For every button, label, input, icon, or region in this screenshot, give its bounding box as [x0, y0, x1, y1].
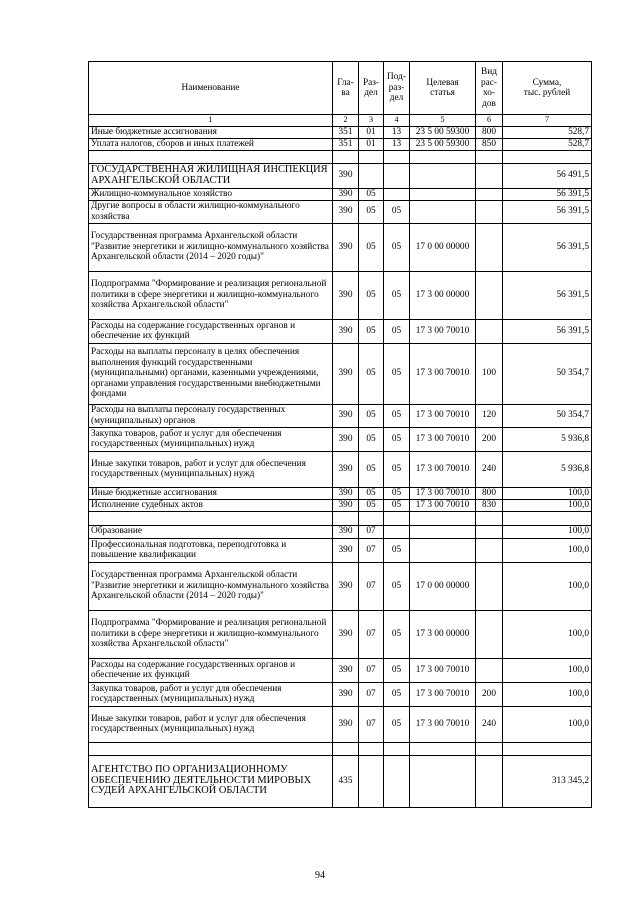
cell-target-article: 17 3 00 00000 [410, 610, 476, 658]
cell-chapter [333, 150, 359, 163]
column-number: 5 [410, 115, 476, 127]
column-number: 7 [503, 115, 592, 127]
cell-chapter: 390 [333, 538, 359, 562]
cell-section [359, 742, 384, 755]
cell-expense-type: 800 [476, 126, 503, 138]
cell-subsection [384, 150, 410, 163]
cell-name: Иные закупки товаров, работ и услуг для обеспечения государственных (муниципальных) нужд [89, 706, 333, 742]
cell-subsection: 05 [384, 706, 410, 742]
cell-chapter: 390 [333, 188, 359, 200]
header-subsection: Под- раз- дел [384, 62, 410, 115]
cell-name: Подпрограмма "Формирование и реализация региональной политики в сфере энергетики и жилищно-коммунального хозяйства Архангельской области" [89, 610, 333, 658]
agency-row [89, 163, 592, 188]
column-number: 2 [333, 115, 359, 127]
table-row [89, 682, 592, 706]
cell-expense-type: 200 [476, 682, 503, 706]
cell-amount: 528,7 [503, 126, 592, 138]
cell-section: 05 [359, 451, 384, 487]
cell-amount: 313 345,2 [503, 755, 592, 807]
cell-expense-type [476, 150, 503, 163]
cell-section: 05 [359, 319, 384, 343]
cell-expense-type [476, 188, 503, 200]
table-row [89, 343, 592, 404]
cell-amount [503, 150, 592, 163]
cell-amount: 56 391,5 [503, 188, 592, 200]
cell-expense-type: 100 [476, 343, 503, 404]
cell-chapter [333, 742, 359, 755]
cell-section: 05 [359, 499, 384, 511]
cell-target-article: 17 0 00 00000 [410, 223, 476, 271]
cell-subsection: 05 [384, 200, 410, 223]
column-number: 3 [359, 115, 384, 127]
cell-section: 05 [359, 271, 384, 319]
table-row [89, 562, 592, 610]
budget-table [88, 61, 592, 808]
table-row [89, 706, 592, 742]
cell-amount: 528,7 [503, 138, 592, 150]
table-row [89, 319, 592, 343]
cell-target-article [410, 525, 476, 538]
cell-target-article: 17 3 00 70010 [410, 682, 476, 706]
cell-expense-type [476, 200, 503, 223]
cell-subsection [384, 742, 410, 755]
cell-expense-type [476, 271, 503, 319]
cell-section: 01 [359, 138, 384, 150]
cell-subsection: 05 [384, 319, 410, 343]
cell-target-article: 17 3 00 70010 [410, 404, 476, 427]
cell-subsection: 05 [384, 499, 410, 511]
cell-name: Расходы на выплаты персоналу в целях обеспечения выполнения функций государственными (муниципальными) органами, казенными учреждениями, органами управления государственными внебюджетными фондами [89, 343, 333, 404]
cell-subsection [384, 511, 410, 525]
cell-subsection: 05 [384, 487, 410, 499]
cell-chapter [333, 511, 359, 525]
spacer-row [89, 511, 592, 525]
column-number: 6 [476, 115, 503, 127]
cell-name: ГОСУДАРСТВЕННАЯ ЖИЛИЩНАЯ ИНСПЕКЦИЯ АРХАНГЕЛЬСКОЙ ОБЛАСТИ [89, 163, 333, 188]
cell-subsection: 05 [384, 451, 410, 487]
cell-subsection: 05 [384, 538, 410, 562]
cell-section: 05 [359, 404, 384, 427]
cell-amount: 100,0 [503, 538, 592, 562]
cell-chapter: 351 [333, 138, 359, 150]
cell-chapter: 351 [333, 126, 359, 138]
cell-chapter: 390 [333, 658, 359, 682]
table-body [89, 126, 592, 807]
cell-chapter: 435 [333, 755, 359, 807]
table-row [89, 200, 592, 223]
cell-subsection: 05 [384, 343, 410, 404]
agency-row [89, 755, 592, 807]
cell-target-article [410, 511, 476, 525]
table-row [89, 451, 592, 487]
cell-amount: 100,0 [503, 706, 592, 742]
cell-subsection: 05 [384, 610, 410, 658]
table-row [89, 499, 592, 511]
cell-chapter: 390 [333, 427, 359, 451]
cell-amount: 5 936,8 [503, 427, 592, 451]
page-number: 94 [315, 870, 325, 881]
cell-expense-type [476, 163, 503, 188]
cell-name: Государственная программа Архангельской области "Развитие энергетики и жилищно-коммунального хозяйства Архангельской области (2014 – 2020 годы)" [89, 223, 333, 271]
cell-name: Закупка товаров, работ и услуг для обеспечения государственных (муниципальных) нужд [89, 682, 333, 706]
cell-section: 01 [359, 126, 384, 138]
table-row [89, 427, 592, 451]
cell-target-article: 17 3 00 70010 [410, 499, 476, 511]
cell-expense-type: 830 [476, 499, 503, 511]
cell-section: 05 [359, 487, 384, 499]
cell-target-article [410, 742, 476, 755]
cell-expense-type [476, 610, 503, 658]
table-row [89, 271, 592, 319]
cell-amount: 5 936,8 [503, 451, 592, 487]
cell-section [359, 755, 384, 807]
header-row [89, 62, 592, 115]
cell-subsection: 05 [384, 223, 410, 271]
column-number-row [89, 115, 592, 127]
cell-target-article: 17 3 00 70010 [410, 658, 476, 682]
cell-expense-type [476, 223, 503, 271]
cell-target-article: 17 3 00 70010 [410, 427, 476, 451]
cell-chapter: 390 [333, 404, 359, 427]
table-row [89, 126, 592, 138]
cell-expense-type: 240 [476, 451, 503, 487]
cell-section: 05 [359, 200, 384, 223]
cell-section: 07 [359, 525, 384, 538]
cell-name: АГЕНТСТВО ПО ОРГАНИЗАЦИОННОМУ ОБЕСПЕЧЕНИЮ ДЕЯТЕЛЬНОСТИ МИРОВЫХ СУДЕЙ АРХАНГЕЛЬСКОЙ ОБЛАСТИ [89, 755, 333, 807]
cell-chapter: 390 [333, 223, 359, 271]
cell-chapter: 390 [333, 319, 359, 343]
cell-amount [503, 511, 592, 525]
cell-subsection: 13 [384, 138, 410, 150]
cell-amount: 50 354,7 [503, 404, 592, 427]
cell-target-article: 17 3 00 00000 [410, 271, 476, 319]
cell-expense-type [476, 525, 503, 538]
spacer-row [89, 150, 592, 163]
cell-name: Иные закупки товаров, работ и услуг для обеспечения государственных (муниципальных) нужд [89, 451, 333, 487]
cell-amount [503, 742, 592, 755]
cell-expense-type [476, 511, 503, 525]
cell-target-article: 17 0 00 00000 [410, 562, 476, 610]
cell-expense-type [476, 755, 503, 807]
cell-amount: 100,0 [503, 487, 592, 499]
cell-chapter: 390 [333, 200, 359, 223]
cell-target-article [410, 200, 476, 223]
cell-name: Государственная программа Архангельской области "Развитие энергетики и жилищно-коммунального хозяйства Архангельской области (2014 – 2020 годы)" [89, 562, 333, 610]
cell-name: Жилищно-коммунальное хозяйство [89, 188, 333, 200]
cell-target-article [410, 538, 476, 562]
cell-expense-type [476, 538, 503, 562]
cell-subsection: 05 [384, 562, 410, 610]
cell-name: Иные бюджетные ассигнования [89, 487, 333, 499]
header-chapter: Гла- ва [333, 62, 359, 115]
cell-section: 05 [359, 188, 384, 200]
cell-name: Уплата налогов, сборов и иных платежей [89, 138, 333, 150]
cell-subsection: 13 [384, 126, 410, 138]
cell-chapter: 390 [333, 706, 359, 742]
cell-section [359, 511, 384, 525]
table-row [89, 610, 592, 658]
cell-expense-type: 800 [476, 487, 503, 499]
cell-target-article: 17 3 00 70010 [410, 487, 476, 499]
cell-amount: 50 354,7 [503, 343, 592, 404]
cell-name [89, 150, 333, 163]
cell-chapter: 390 [333, 562, 359, 610]
cell-target-article [410, 755, 476, 807]
table-row [89, 188, 592, 200]
cell-target-article: 17 3 00 70010 [410, 319, 476, 343]
cell-target-article: 17 3 00 70010 [410, 451, 476, 487]
cell-target-article [410, 163, 476, 188]
cell-subsection [384, 163, 410, 188]
table-row [89, 525, 592, 538]
header-name: Наименование [89, 62, 333, 115]
cell-section: 07 [359, 706, 384, 742]
spacer-row [89, 742, 592, 755]
cell-amount: 100,0 [503, 682, 592, 706]
cell-chapter: 390 [333, 499, 359, 511]
cell-name: Расходы на выплаты персоналу государственных (муниципальных) органов [89, 404, 333, 427]
cell-subsection: 05 [384, 682, 410, 706]
cell-subsection [384, 188, 410, 200]
cell-section: 07 [359, 658, 384, 682]
table-row [89, 487, 592, 499]
cell-amount: 100,0 [503, 562, 592, 610]
cell-expense-type [476, 658, 503, 682]
header-section: Раз- дел [359, 62, 384, 115]
cell-subsection [384, 525, 410, 538]
cell-chapter: 390 [333, 487, 359, 499]
cell-section: 07 [359, 682, 384, 706]
cell-name: Расходы на содержание государственных органов и обеспечение их функций [89, 319, 333, 343]
header-target-article: Целевая статья [410, 62, 476, 115]
cell-amount: 100,0 [503, 499, 592, 511]
cell-amount: 56 391,5 [503, 271, 592, 319]
cell-name: Образование [89, 525, 333, 538]
cell-target-article: 23 5 00 59300 [410, 138, 476, 150]
cell-chapter: 390 [333, 343, 359, 404]
cell-chapter: 390 [333, 682, 359, 706]
cell-section: 07 [359, 610, 384, 658]
cell-target-article: 23 5 00 59300 [410, 126, 476, 138]
table-row [89, 138, 592, 150]
cell-name [89, 742, 333, 755]
cell-section: 05 [359, 223, 384, 271]
cell-target-article [410, 188, 476, 200]
cell-subsection: 05 [384, 404, 410, 427]
cell-section [359, 150, 384, 163]
cell-subsection: 05 [384, 658, 410, 682]
table-row [89, 404, 592, 427]
cell-amount: 56 391,5 [503, 223, 592, 271]
cell-chapter: 390 [333, 610, 359, 658]
cell-expense-type [476, 742, 503, 755]
cell-expense-type: 850 [476, 138, 503, 150]
column-number: 4 [384, 115, 410, 127]
cell-expense-type [476, 562, 503, 610]
table-row [89, 658, 592, 682]
cell-name: Подпрограмма "Формирование и реализация региональной политики в сфере энергетики и жилищно-коммунального хозяйства Архангельской области" [89, 271, 333, 319]
cell-amount: 56 391,5 [503, 319, 592, 343]
cell-amount: 100,0 [503, 658, 592, 682]
cell-name: Другие вопросы в области жилищно-коммунального хозяйства [89, 200, 333, 223]
table-row [89, 223, 592, 271]
cell-target-article: 17 3 00 70010 [410, 343, 476, 404]
cell-name: Профессиональная подготовка, переподготовка и повышение квалификации [89, 538, 333, 562]
cell-name [89, 511, 333, 525]
cell-section [359, 163, 384, 188]
cell-chapter: 390 [333, 451, 359, 487]
cell-expense-type: 120 [476, 404, 503, 427]
cell-chapter: 390 [333, 271, 359, 319]
cell-name: Иные бюджетные ассигнования [89, 126, 333, 138]
cell-section: 07 [359, 538, 384, 562]
cell-amount: 56 491,5 [503, 163, 592, 188]
cell-chapter: 390 [333, 163, 359, 188]
cell-subsection: 05 [384, 271, 410, 319]
table-row [89, 538, 592, 562]
cell-name: Исполнение судебных актов [89, 499, 333, 511]
cell-section: 05 [359, 343, 384, 404]
column-number: 1 [89, 115, 333, 127]
cell-target-article: 17 3 00 70010 [410, 706, 476, 742]
cell-chapter: 390 [333, 525, 359, 538]
cell-section: 05 [359, 427, 384, 451]
cell-subsection [384, 755, 410, 807]
header-amount: Сумма, тыс. рублей [503, 62, 592, 115]
cell-amount: 100,0 [503, 525, 592, 538]
header-expense-type: Вид рас- хо- дов [476, 62, 503, 115]
cell-name: Закупка товаров, работ и услуг для обеспечения государственных (муниципальных) нужд [89, 427, 333, 451]
cell-expense-type: 200 [476, 427, 503, 451]
cell-subsection: 05 [384, 427, 410, 451]
cell-amount: 56 391,5 [503, 200, 592, 223]
cell-expense-type: 240 [476, 706, 503, 742]
cell-section: 07 [359, 562, 384, 610]
cell-expense-type [476, 319, 503, 343]
cell-name: Расходы на содержание государственных органов и обеспечение их функций [89, 658, 333, 682]
cell-amount: 100,0 [503, 610, 592, 658]
cell-target-article [410, 150, 476, 163]
